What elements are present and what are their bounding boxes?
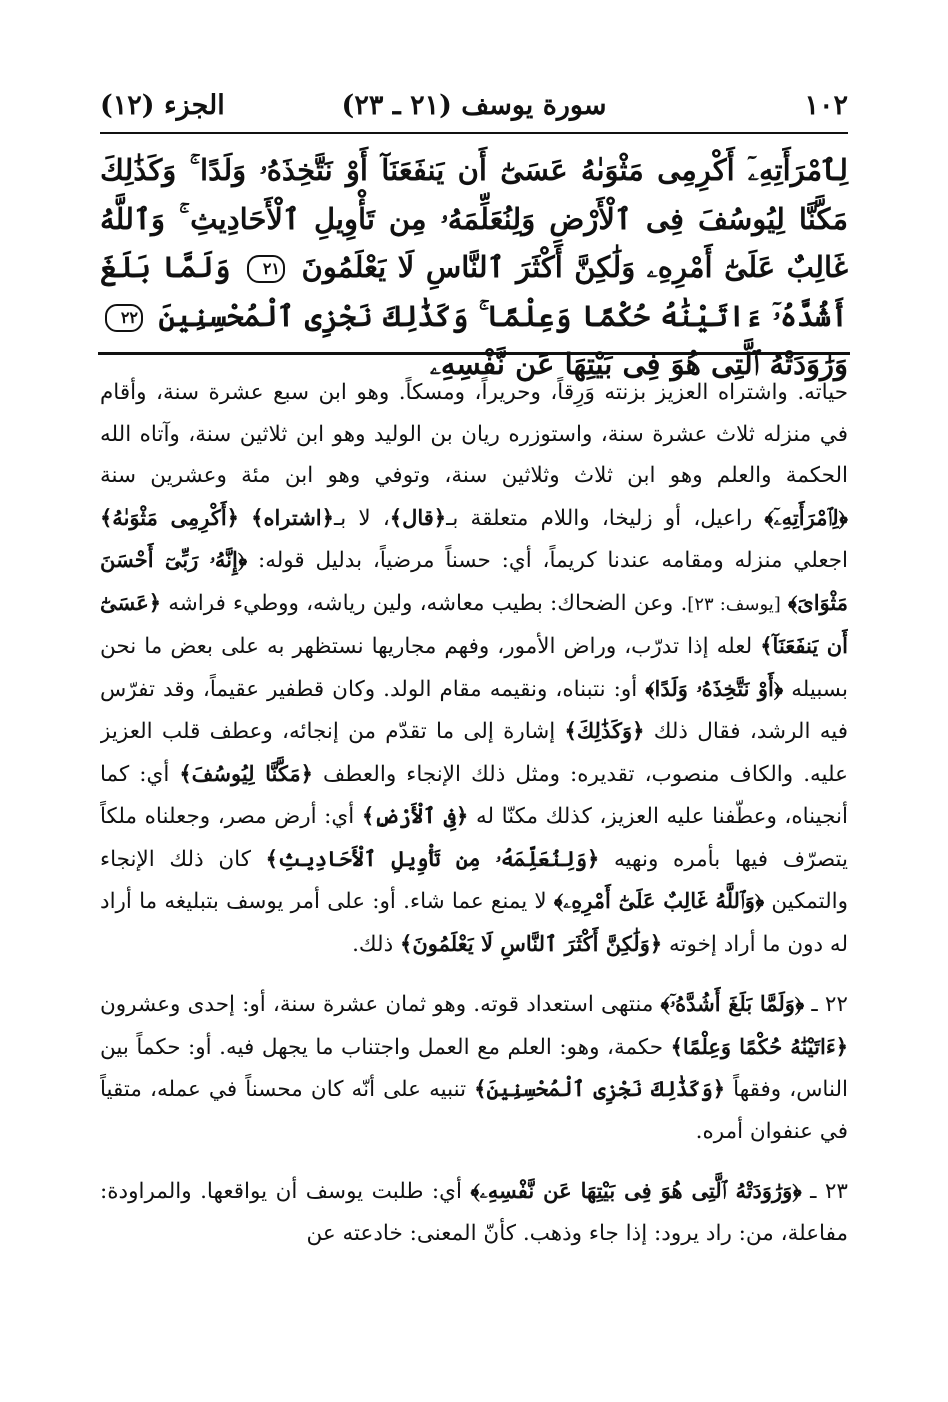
- quran-quote: ﴿أَوْ نَتَّخِذَهُۥ وَلَدًا﴾: [645, 675, 784, 701]
- quran-quote: ﴿وَٱللَّهُ غَالِبٌ عَلَىٰٓ أَمْرِهِۦ﴾: [553, 888, 765, 913]
- quran-quote: ﴿مَكَّنَّا لِيُوسُفَ﴾: [179, 760, 313, 786]
- header-divider: [100, 132, 848, 134]
- verse-reference: [يوسف: ٢٣]: [687, 593, 781, 615]
- commentary: [100, 372, 848, 1332]
- quran-quote: ﴿وَكَذَٰلِكَ﴾: [564, 718, 645, 743]
- verse-number: ٢٣ ـ: [810, 1179, 848, 1204]
- quran-quote: ﴿ءَاتَيْنَٰهُ حُكْمًا وَعِلْمًا﴾: [670, 1033, 848, 1059]
- quran-quote: ﴿اشتراه﴾: [251, 504, 334, 530]
- quran-quote: ﴿لِٱمْرَأَتِهِۦٓ﴾: [764, 504, 848, 530]
- page-number: ١٠٢: [804, 90, 848, 121]
- surah-title: سورة يوسف (٢١ ـ ٢٣): [341, 90, 607, 121]
- quran-quote: ﴿وَلِنُعَلِّمَهُۥ مِن تَأْوِيلِ ٱلْأَحَادِيثِ﴾: [265, 845, 600, 871]
- verse-number: ٢٢ ـ: [811, 992, 848, 1017]
- quran-quote: ﴿وَرَٰوَدَتْهُ ٱلَّتِى هُوَ فِى بَيْتِهَا عَن نَّفْسِهِۦ﴾: [470, 1178, 802, 1203]
- verse-number-marker: ٢٢: [105, 304, 143, 332]
- verse-text: وَلَمَّا بَلَغَ أَشُدَّهُۥٓ ءَاتَيْنَٰهُ حُكْمًا وَعِلْمًا ۚ وَكَذَٰلِكَ نَجْزِى ٱلْمُحْسِنِينَ: [100, 250, 848, 333]
- verse-text: لِٱمْرَأَتِهِۦٓ أَكْرِمِى مَثْوَىٰهُ عَسَىٰٓ أَن يَنفَعَنَآ أَوْ نَتَّخِذَهُۥ وَلَدًا ۚ وَكَذَٰلِكَ مَكَّنَّا لِيُوسُفَ فِى ٱلْأَرْضِ وَلِنُعَلِّمَهُۥ مِن تَأْوِيلِ ٱلْأَحَادِيثِ ۚ وَٱللَّهُ غَالِبٌ عَلَىٰٓ أَمْرِهِۦ وَلَٰكِنَّ أَكْثَرَ ٱلنَّاسِ لَا يَعْلَمُونَ: [100, 153, 848, 284]
- page-header: [100, 86, 848, 130]
- section-divider: [98, 352, 850, 355]
- verse-number-marker: ٢١: [247, 255, 285, 283]
- commentary-paragraph: حياته. واشتراه العزيز بزنته وَرِقاً، وحريراً، ومسكاً. وهو ابن سبع عشرة سنة، وأقام في منزله ثلاث عشرة سنة، واستوزره ريان بن الوليد وهو ابن ثلاثين سنة، وآتاه الله الحكمة والعلم وهو ابن ثلاث وثلاثين سنة، وتوفي وهو ابن مئة وعشرين سنة ﴿لِٱمْرَأَتِهِۦٓ﴾ راعيل، أو زليخا، واللام متعلقة بـ﴿قال﴾، لا بـ﴿اشتراه﴾ ﴿أَكْرِمِى مَثْوَىٰهُ﴾ اجعلي منزله ومقامه عندنا كريماً، أي: حسناً مرضياً، بدليل قوله: ﴿إِنَّهُۥ رَبِّىٓ أَحْسَنَ مَثْوَاىَ﴾ [يوسف: ٢٣]. وعن الضحاك: بطيب معاشه، ولين رياشه، ووطيء فراشه ﴿عَسَىٰٓ أَن يَنفَعَنَآ﴾ لعله إذا تدرّب، وراض الأمور، وفهم مجاريها نستظهر به على بعض ما نحن بسبيله ﴿أَوْ نَتَّخِذَهُۥ وَلَدًا﴾ أو: نتبناه، ونقيمه مقام الولد. وكان قطفير عقيماً، وقد تفرّس فيه الرشد، فقال ذلك ﴿وَكَذَٰلِكَ﴾ إشارة إلى ما تقدّم من إنجائه، وعطف قلب العزيز عليه. والكاف منصوب، تقديره: ومثل ذلك الإنجاء والعطف ﴿مَكَّنَّا لِيُوسُفَ﴾ أي: كما أنجيناه، وعطّفنا عليه العزيز، كذلك مكنّا له ﴿فِى ٱلْأَرْضِ﴾ أي: أرض مصر، وجعلناه ملكاً يتصرّف فيها بأمره ونهيه ﴿وَلِنُعَلِّمَهُۥ مِن تَأْوِيلِ ٱلْأَحَادِيثِ﴾ كان ذلك الإنجاء والتمكين ﴿وَٱللَّهُ غَالِبٌ عَلَىٰٓ أَمْرِهِۦ﴾ لا يمنع عما شاء. أو: على أمر يوسف بتبليغه ما أراد له دون ما أراد إخوته ﴿وَلَٰكِنَّ أَكْثَرَ ٱلنَّاسِ لَا يَعْلَمُونَ﴾ ذلك.: [100, 380, 848, 957]
- quran-quote: ﴿عَسَىٰٓ أَن يَنفَعَنَآ﴾: [100, 589, 848, 658]
- quran-quote: ﴿وَلَٰكِنَّ أَكْثَرَ ٱلنَّاسِ لَا يَعْلَمُونَ﴾: [400, 930, 663, 956]
- juz-label: الجزء (١٢): [100, 90, 225, 121]
- quran-quote: ﴿قال﴾: [389, 504, 447, 530]
- quran-quote: ﴿إِنَّهُۥ رَبِّىٓ أَحْسَنَ مَثْوَاىَ﴾: [100, 547, 848, 615]
- commentary-paragraph: ٢٣ ـ ﴿وَرَٰوَدَتْهُ ٱلَّتِى هُوَ فِى بَيْتِهَا عَن نَّفْسِهِۦ﴾ أي: طلبت يوسف أن يواقعها. والمراودة: مفاعلة، من: راد يرود: إذا جاء وذهب. كأنّ المعنى: خادعته عن: [100, 1178, 848, 1246]
- quran-quote: ﴿وَكَذَٰلِكَ نَجْزِى ٱلْمُحْسِنِينَ﴾: [474, 1076, 726, 1101]
- commentary-paragraph: ٢٢ ـ ﴿وَلَمَّا بَلَغَ أَشُدَّهُۥٓ﴾ منتهى استعداد قوته. وهو ثمان عشرة سنة، أو: إحدى وعشرون ﴿ءَاتَيْنَٰهُ حُكْمًا وَعِلْمًا﴾ حكمة، وهو: العلم مع العمل واجتناب ما يجهل فيه. أو: حكماً بين الناس، وفقهاً ﴿وَكَذَٰلِكَ نَجْزِى ٱلْمُحْسِنِينَ﴾ تنبيه على أنّه كان محسناً في عمله، متقياً في عنفوان أمره.: [100, 991, 848, 1144]
- quran-quote: ﴿فِى ٱلْأَرْضِ﴾: [361, 803, 469, 828]
- verse-text: وَرَٰوَدَتْهُ ٱلَّتِى هُوَ فِى بَيْتِهَا عَن نَّفْسِهِۦ: [429, 347, 848, 381]
- quran-quote: ﴿وَلَمَّا بَلَغَ أَشُدَّهُۥٓ﴾: [660, 991, 805, 1016]
- quran-quote: ﴿أَكْرِمِى مَثْوَىٰهُ﴾: [100, 504, 239, 530]
